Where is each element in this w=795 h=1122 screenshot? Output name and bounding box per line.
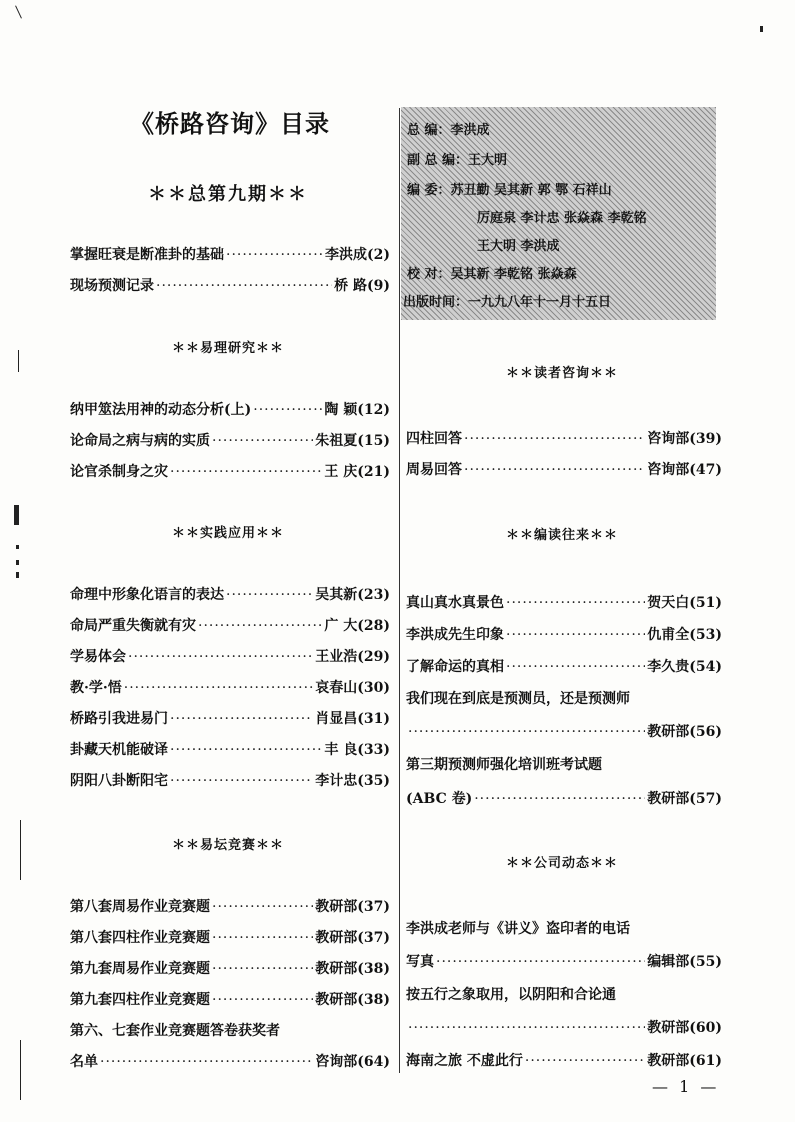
- dot-leader: [212, 930, 313, 946]
- scan-mark: [14, 505, 19, 525]
- dot-leader: [506, 595, 645, 611]
- scan-mark: [20, 1040, 21, 1100]
- section-heading-duzhe: ＊＊读者咨询＊＊: [506, 366, 619, 381]
- credit-editors: 编 委：苏丑勤 吴其新 郭 鄂 石祥山: [407, 183, 612, 198]
- dot-leader: [170, 464, 322, 480]
- dot-leader: [464, 431, 645, 447]
- dot-leader: [212, 961, 313, 977]
- scan-mark: [16, 545, 19, 549]
- toc-entry-title-line: 按五行之象取用，以阴阳和合论通: [406, 987, 616, 1003]
- credit-editors-cont: 厉庭泉 李计忠 张焱森 李乾铭: [477, 211, 647, 226]
- toc-entry[interactable]: 周易回答 ····· 咨询部(47): [406, 459, 722, 479]
- dot-leader: [525, 1053, 645, 1069]
- credit-proofreaders: 校 对：吴其新 李乾铭 张焱森: [407, 267, 577, 282]
- scan-mark: [20, 820, 21, 880]
- section-heading-gongsi: ＊＊公司动态＊＊: [506, 856, 619, 871]
- dot-leader: [253, 402, 322, 418]
- toc-entry[interactable]: 第九套四柱作业竞赛题 ····· 教研部(38): [70, 989, 390, 1009]
- dot-leader: [156, 278, 332, 294]
- toc-entry[interactable]: 命局严重失衡就有灾 ····· 广 大(28): [70, 615, 390, 635]
- toc-entry[interactable]: 真山真水真景色 ····· 贺天白(51): [406, 592, 722, 612]
- column-divider: [399, 108, 400, 1073]
- dot-leader: [474, 791, 645, 807]
- credit-editor-in-chief: 总 编：李洪成: [407, 123, 490, 138]
- section-heading-biandu: ＊＊编读往来＊＊: [506, 528, 619, 543]
- dot-leader: [212, 433, 313, 449]
- toc-entry[interactable]: 第九套周易作业竞赛题 ····· 教研部(38): [70, 958, 390, 978]
- dot-leader: [170, 711, 313, 727]
- toc-entry[interactable]: 现场预测记录 ····· 桥 路(9): [70, 275, 390, 295]
- toc-entry[interactable]: 卦藏天机能破译 ····· 丰 良(33): [70, 739, 390, 759]
- dot-leader: [124, 680, 314, 696]
- toc-entry-title-line: 李洪成老师与《讲义》盗印者的电话: [406, 921, 630, 937]
- toc-entry[interactable]: (ABC 卷) ····· 教研部(57): [406, 788, 722, 808]
- toc-entry[interactable]: ····· 教研部(60): [406, 1017, 722, 1037]
- toc-entry[interactable]: 第八套四柱作业竞赛题 ····· 教研部(37): [70, 927, 390, 947]
- scan-mark: [16, 572, 19, 578]
- toc-entry[interactable]: 学易体会 ····· 王业浩(29): [70, 646, 390, 666]
- toc-entry[interactable]: 论命局之病与病的实质 ····· 朱祖夏(15): [70, 430, 390, 450]
- scan-mark: [15, 5, 22, 18]
- scan-mark: [18, 350, 19, 372]
- page-title: 《桥路咨询》目录: [130, 109, 330, 138]
- dot-leader: [226, 587, 313, 603]
- page-number: — 1 —: [652, 1077, 720, 1096]
- scan-mark: [16, 560, 19, 565]
- dot-leader: [212, 899, 313, 915]
- toc-entry[interactable]: 论官杀制身之灾 ····· 王 庆(21): [70, 461, 390, 481]
- toc-entry[interactable]: 阴阳八卦断阳宅 ····· 李计忠(35): [70, 770, 390, 790]
- scan-mark: [760, 26, 763, 32]
- toc-entry[interactable]: 命理中形象化语言的表达 ····· 吴其新(23): [70, 584, 390, 604]
- dot-leader: [464, 462, 645, 478]
- section-heading-yitan: ＊＊易坛竞赛＊＊: [172, 838, 285, 853]
- credit-deputy-editor: 副 总 编：王大明: [407, 153, 508, 168]
- dot-leader: [170, 773, 313, 789]
- dot-leader: [506, 627, 645, 643]
- dot-leader: [128, 649, 313, 665]
- credits-box: [401, 107, 716, 320]
- dot-leader: [436, 954, 645, 970]
- toc-entry[interactable]: 名单 ····· 咨询部(64): [70, 1051, 390, 1071]
- issue-heading: ＊＊总第九期＊＊: [148, 184, 308, 205]
- toc-entry[interactable]: 四柱回答 ····· 咨询部(39): [406, 428, 722, 448]
- dot-leader: [408, 1020, 645, 1036]
- dot-leader: [226, 247, 323, 263]
- dot-leader: [212, 992, 313, 1008]
- toc-entry[interactable]: 桥路引我进易门 ····· 肖显昌(31): [70, 708, 390, 728]
- toc-entry-title-line: 我们现在到底是预测员，还是预测师: [406, 691, 630, 707]
- section-heading-yili: ＊＊易理研究＊＊: [172, 341, 285, 356]
- credit-editors-cont: 王大明 李洪成: [477, 239, 560, 254]
- toc-entry[interactable]: ····· 教研部(56): [406, 721, 722, 741]
- toc-entry[interactable]: 第八套周易作业竞赛题 ····· 教研部(37): [70, 896, 390, 916]
- toc-entry[interactable]: 海南之旅 不虚此行 ····· 教研部(61): [406, 1050, 722, 1070]
- section-heading-shijian: ＊＊实践应用＊＊: [172, 526, 285, 541]
- dot-leader: [100, 1054, 313, 1070]
- dot-leader: [408, 724, 645, 740]
- toc-entry[interactable]: 了解命运的真相 ····· 李久贵(54): [406, 656, 722, 676]
- toc-entry-title-line: 第六、七套作业竞赛题答卷获奖者: [70, 1023, 280, 1039]
- toc-entry[interactable]: 写真 ····· 编辑部(55): [406, 951, 722, 971]
- toc-entry[interactable]: 掌握旺衰是断准卦的基础 ····· 李洪成(2): [70, 244, 390, 264]
- toc-entry[interactable]: 李洪成先生印象 ····· 仇甫全(53): [406, 624, 722, 644]
- toc-entry[interactable]: 教·学·悟 ····· 哀春山(30): [70, 677, 390, 697]
- dot-leader: [170, 742, 322, 758]
- toc-entry[interactable]: 纳甲筮法用神的动态分析(上) ····· 陶 颖(12): [70, 399, 390, 419]
- dot-leader: [198, 618, 322, 634]
- dot-leader: [506, 659, 645, 675]
- credit-publish-date: 出版时间：一九九八年十一月十五日: [403, 295, 612, 310]
- toc-entry-title-line: 第三期预测师强化培训班考试题: [406, 757, 602, 773]
